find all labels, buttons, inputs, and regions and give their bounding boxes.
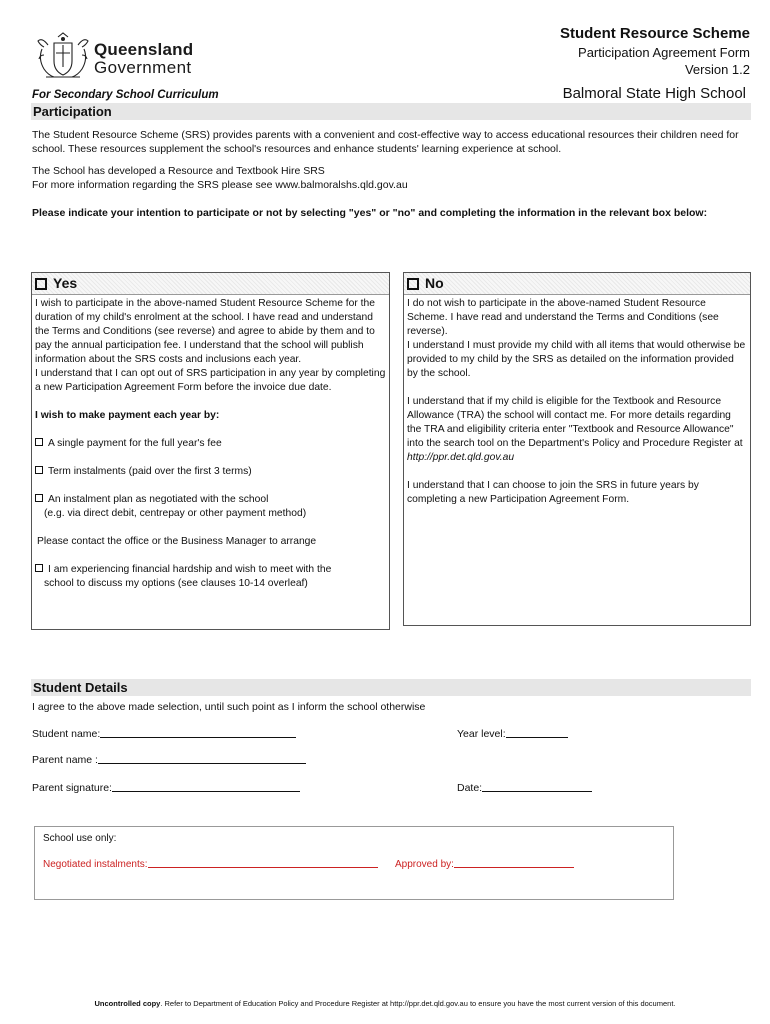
no-option-box bbox=[403, 272, 751, 626]
hardship-checkbox[interactable] bbox=[35, 564, 43, 572]
no-provide-items-text: I understand I must provide my child with all items that would otherwise be provided to my child by the SRS as detailed on the information provided by the school. bbox=[407, 340, 746, 379]
year-level-label: Year level: bbox=[457, 728, 506, 740]
date-line[interactable] bbox=[482, 780, 592, 792]
tra-text bbox=[407, 395, 747, 465]
contact-office-text: Please contact the office or the Business Manager to arrange bbox=[37, 536, 317, 547]
no-checkbox[interactable] bbox=[407, 278, 419, 290]
payment-plan-note: (e.g. via direct debit, centrepay or other payment method) bbox=[44, 508, 307, 519]
yes-opt-out-text: I understand that I can opt out of SRS participation in any year by completing a new Participation Agreement Form before the invoice due date. bbox=[35, 368, 386, 393]
hire-info-line2: For more information regarding the SRS please see www.balmoralshs.qld.gov.au bbox=[32, 179, 408, 191]
parent-signature-line[interactable] bbox=[112, 780, 300, 792]
parent-name-field[interactable] bbox=[32, 752, 306, 766]
no-option-header[interactable] bbox=[404, 273, 750, 295]
negotiated-instalments-line[interactable] bbox=[148, 857, 378, 868]
school-name: Balmoral State High School bbox=[562, 85, 746, 102]
school-use-heading: School use only: bbox=[43, 833, 117, 844]
payment-heading: I wish to make payment each year by: bbox=[35, 410, 220, 421]
yes-agreement-text: I wish to participate in the above-named Student Resource Scheme for the duration of my child's enrolment at the school. I have read and understand the Terms and Conditions (see reverse) and agree to abide by them and to pay the annual participation fee. I understand that the school will publish information about the SRS costs and inclusions each year. bbox=[35, 298, 375, 365]
payment-terms-option[interactable] bbox=[35, 465, 386, 479]
tra-description: I understand that if my child is eligible for the Textbook and Resource Allowance (TRA) the school will contact me. For more details regarding the TRA and eligibility criteria enter "Textbook and Resource Allowance" into the search tool on the Department's Policy and Procedure Register at bbox=[407, 396, 743, 449]
logo-text-government: Government bbox=[94, 58, 192, 77]
year-level-line[interactable] bbox=[506, 726, 568, 738]
yes-checkbox[interactable] bbox=[35, 278, 47, 290]
form-version: Version 1.2 bbox=[684, 62, 750, 77]
participation-intro: The Student Resource Scheme (SRS) provides parents with a convenient and cost-effective way to access educational resources their children need for school. These resources supplement the school's resources and enhance students' learning experience at school. bbox=[32, 129, 739, 155]
payment-single-label: A single payment for the full year's fee bbox=[48, 438, 222, 449]
parent-signature-field[interactable] bbox=[32, 780, 300, 794]
form-title: Student Resource Scheme bbox=[559, 25, 750, 42]
date-label: Date: bbox=[457, 782, 483, 794]
year-level-field[interactable] bbox=[457, 726, 568, 740]
payment-plan-checkbox[interactable] bbox=[35, 494, 43, 502]
tra-url-link[interactable]: http://ppr.det.qld.gov.au bbox=[407, 452, 515, 463]
parent-signature-label: Parent signature: bbox=[32, 782, 112, 794]
footer-note bbox=[0, 999, 770, 1008]
parent-name-label: Parent name : bbox=[32, 754, 98, 766]
coat-of-arms-logo bbox=[34, 31, 92, 81]
date-field[interactable] bbox=[457, 780, 592, 794]
yes-option-box bbox=[31, 272, 390, 630]
negotiated-instalments-label: Negotiated instalments: bbox=[43, 859, 148, 870]
participation-section bbox=[32, 128, 744, 228]
payment-single-checkbox[interactable] bbox=[35, 438, 43, 446]
footer-uncontrolled: Uncontrolled copy bbox=[94, 999, 161, 1008]
yes-label: Yes bbox=[53, 275, 78, 291]
approved-by-field[interactable] bbox=[395, 857, 574, 870]
student-name-label: Student name: bbox=[32, 728, 101, 740]
hardship-label: I am experiencing financial hardship and wish to meet with the bbox=[48, 564, 332, 575]
parent-name-line[interactable] bbox=[98, 752, 306, 764]
form-subtitle: Participation Agreement Form bbox=[578, 45, 750, 60]
hire-info-line1: The School has developed a Resource and Textbook Hire SRS bbox=[32, 165, 325, 177]
logo-text-queensland: Queensland bbox=[94, 40, 194, 59]
approved-by-line[interactable] bbox=[454, 857, 574, 868]
no-label: No bbox=[425, 275, 444, 291]
no-decline-text: I do not wish to participate in the above-named Student Resource Scheme. I have read and understand the Terms and Conditions (see reverse). bbox=[407, 298, 719, 337]
negotiated-instalments-field[interactable] bbox=[43, 857, 378, 870]
student-name-field[interactable] bbox=[32, 726, 296, 740]
payment-single-option[interactable] bbox=[35, 437, 386, 451]
student-name-line[interactable] bbox=[100, 726, 296, 738]
curriculum-label: For Secondary School Curriculum bbox=[32, 89, 219, 101]
student-details-heading: Student Details bbox=[31, 679, 751, 696]
school-use-box bbox=[34, 826, 674, 900]
agreement-statement: I agree to the above made selection, until such point as I inform the school otherwise bbox=[32, 701, 426, 713]
participation-heading: Participation bbox=[31, 103, 751, 120]
payment-plan-option[interactable] bbox=[35, 493, 386, 507]
payment-terms-checkbox[interactable] bbox=[35, 466, 43, 474]
payment-plan-label: An instalment plan as negotiated with the school bbox=[48, 494, 269, 505]
hardship-note: school to discuss my options (see clauses 10-14 overleaf) bbox=[44, 578, 308, 589]
approved-by-label: Approved by: bbox=[395, 859, 454, 870]
payment-terms-label: Term instalments (paid over the first 3 terms) bbox=[48, 466, 252, 477]
selection-instruction: Please indicate your intention to participate or not by selecting "yes" or "no" and completing the information in the relevant box below: bbox=[32, 207, 708, 219]
future-join-text: I understand that I can choose to join the SRS in future years by completing a new Participation Agreement Form. bbox=[407, 480, 699, 505]
yes-option-header[interactable] bbox=[32, 273, 389, 295]
hardship-option[interactable] bbox=[35, 563, 386, 577]
footer-text: . Refer to Department of Education Policy and Procedure Register at http://ppr.det.qld.gov.au to ensure you have the most current version of this document. bbox=[160, 999, 676, 1008]
